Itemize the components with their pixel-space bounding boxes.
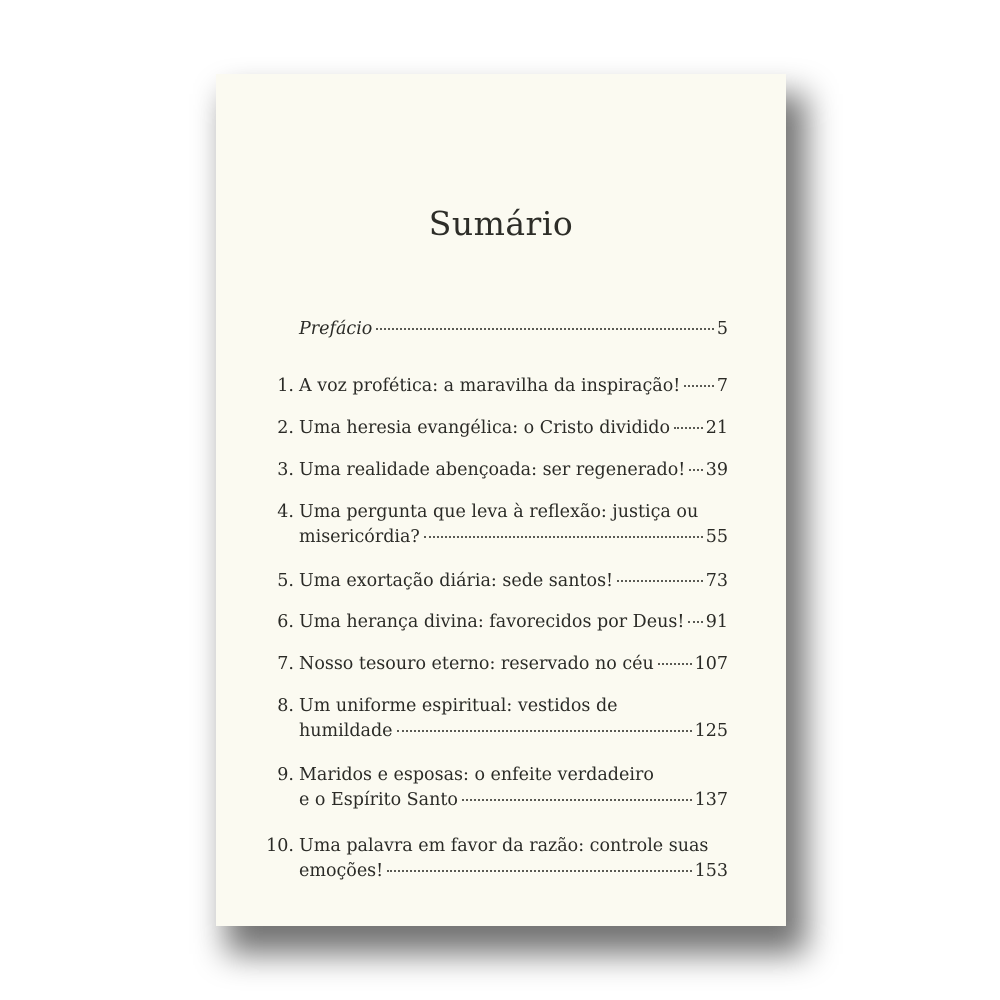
page-title: Sumário	[428, 204, 574, 243]
toc-entry-4	[260, 500, 728, 550]
toc-entry-label-continued: misericórdia?	[299, 527, 420, 547]
dot-leader	[617, 580, 703, 582]
dot-leader	[462, 799, 692, 801]
toc-page-number: 55	[705, 527, 728, 547]
toc-entry-6	[260, 610, 728, 635]
dot-leader	[424, 536, 703, 538]
toc-entry-label: Maridos e esposas: o enfeite verdadeiro	[299, 765, 654, 785]
toc-entry-number: 6.	[277, 612, 294, 632]
toc-entry-number: 10.	[266, 836, 294, 856]
toc-entry-label: Uma heresia evangélica: o Cristo dividido	[299, 418, 671, 438]
book-page	[216, 74, 786, 926]
toc-entry-label: Uma palavra em favor da razão: controle suas	[299, 836, 709, 856]
toc-page-number: 137	[694, 790, 728, 810]
toc-entry-label: Nosso tesouro eterno: reservado no céu	[299, 654, 654, 674]
toc-entry-preface	[260, 317, 728, 342]
toc-entry-10	[260, 834, 728, 884]
dot-leader	[658, 663, 692, 665]
toc-page-number: 91	[705, 612, 728, 632]
dot-leader	[397, 730, 692, 732]
toc-entry-8	[260, 694, 728, 744]
dot-leader	[674, 427, 703, 429]
toc-page-number: 125	[694, 721, 728, 741]
toc-entry-label-continued: e o Espírito Santo	[299, 790, 458, 810]
toc-entry-label: Uma pergunta que leva à reflexão: justiça ou	[299, 502, 699, 522]
toc-page-number: 7	[716, 376, 728, 396]
toc-entry-number: 9.	[277, 765, 294, 785]
toc-entry-number: 3.	[277, 460, 294, 480]
toc-entry-number: 5.	[277, 571, 294, 591]
toc-entry-number: 4.	[277, 502, 294, 522]
toc-page-number: 107	[694, 654, 728, 674]
toc-entry-number: 2.	[277, 418, 294, 438]
dot-leader	[387, 870, 691, 872]
toc-page-number: 21	[705, 418, 728, 438]
dot-leader	[688, 621, 702, 623]
toc-entry-label: Prefácio	[299, 319, 373, 339]
toc-entry-label: Um uniforme espiritual: vestidos de	[299, 696, 618, 716]
toc-entry-label: Uma exortação diária: sede santos!	[299, 571, 614, 591]
toc-entry-number: 8.	[277, 696, 294, 716]
toc-entry-2	[260, 416, 728, 441]
toc-page-number: 39	[705, 460, 728, 480]
toc-entry-label-continued: humildade	[299, 721, 393, 741]
toc-entry-number: 7.	[277, 654, 294, 674]
toc-entry-7	[260, 652, 728, 677]
toc-page-number: 5	[716, 319, 728, 339]
toc-page-number: 153	[694, 861, 728, 881]
toc-entry-5	[260, 569, 728, 594]
toc-entry-3	[260, 458, 728, 483]
toc-entry-number: 1.	[277, 376, 294, 396]
toc-entry-label-continued: emoções!	[299, 861, 384, 881]
toc-entry-label: A voz profética: a maravilha da inspiração!	[299, 376, 681, 396]
dot-leader	[376, 328, 714, 330]
toc-entry-label: Uma realidade abençoada: ser regenerado!	[299, 460, 686, 480]
table-of-contents	[216, 74, 786, 926]
toc-entry-1	[260, 374, 728, 399]
dot-leader	[684, 385, 714, 387]
dot-leader	[689, 469, 702, 471]
toc-entry-9	[260, 763, 728, 813]
toc-entry-label: Uma herança divina: favorecidos por Deus!	[299, 612, 685, 632]
toc-page-number: 73	[705, 571, 728, 591]
